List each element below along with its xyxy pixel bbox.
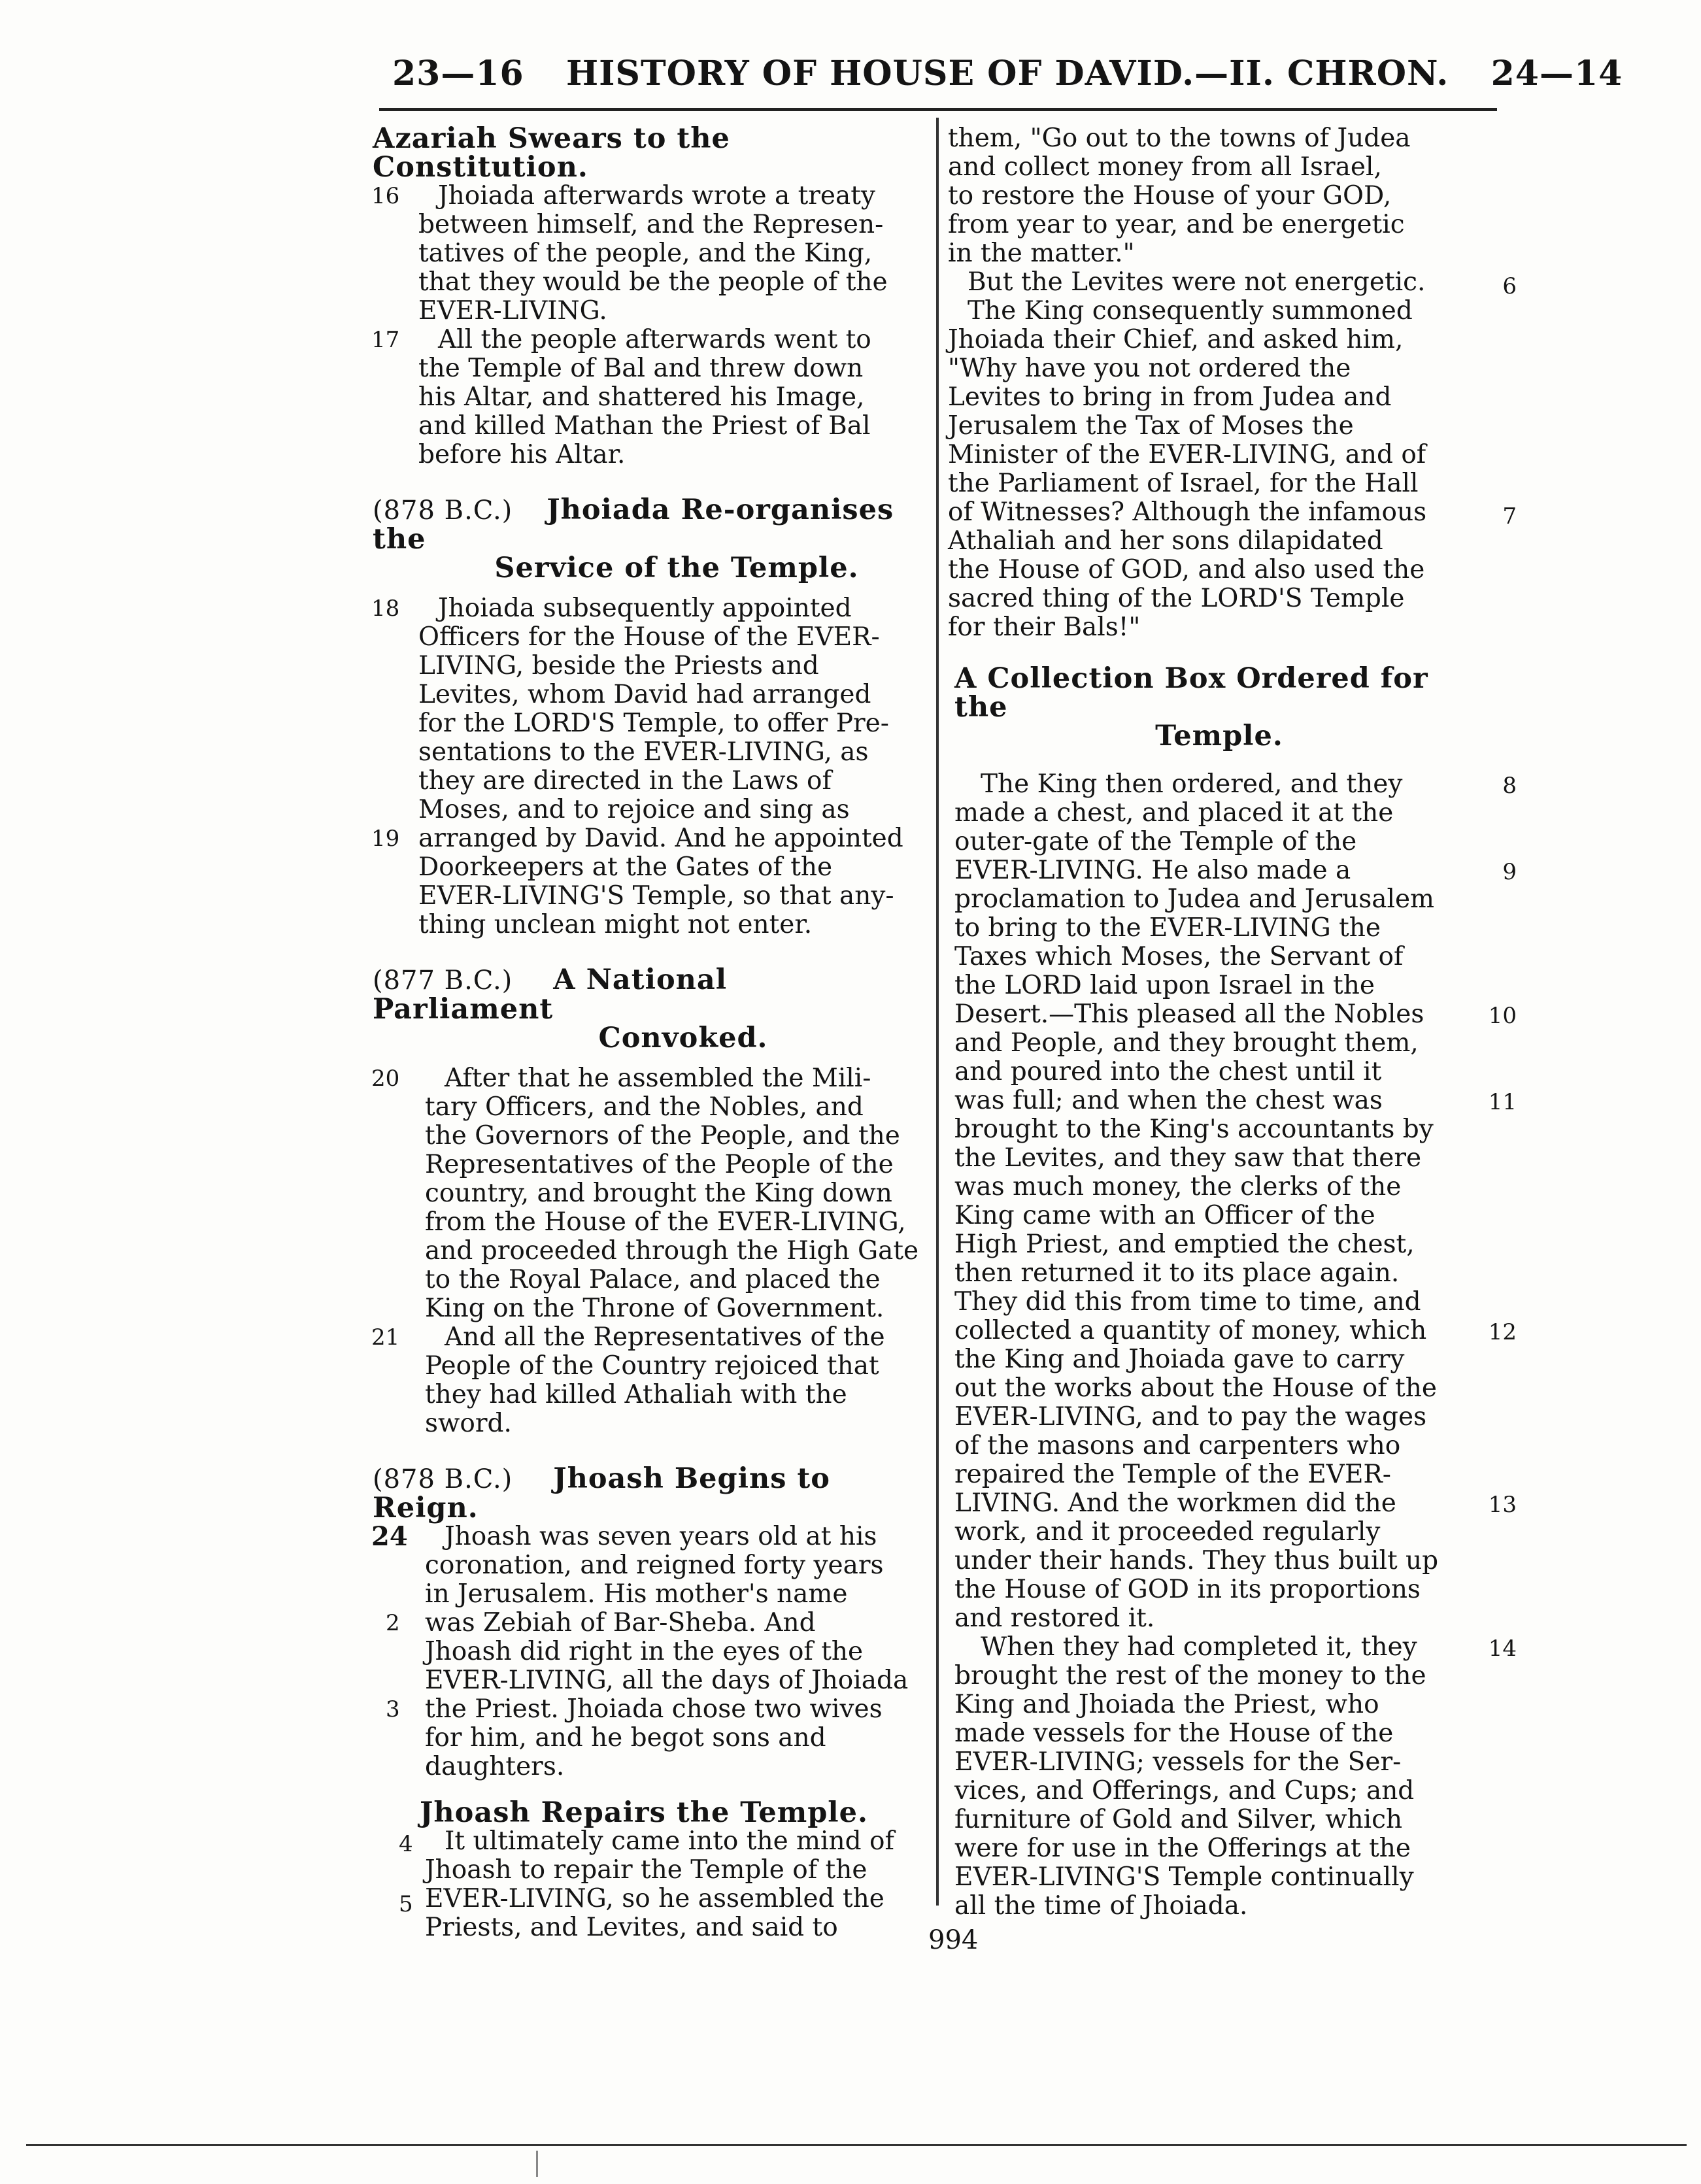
text-line: for him, and he begot sons and bbox=[425, 1723, 826, 1753]
text-line: All the people afterwards went to bbox=[438, 325, 871, 354]
verse-number-16: 16 bbox=[371, 183, 400, 209]
text-line: High Priest, and emptied the chest, bbox=[954, 1230, 1415, 1259]
text-line: brought the rest of the money to the bbox=[954, 1661, 1426, 1690]
text-line: But the Levites were not energetic. bbox=[968, 267, 1426, 297]
text-line: King came with an Officer of the bbox=[954, 1201, 1375, 1230]
verse-number-13: 13 bbox=[1488, 1492, 1517, 1518]
text-line: EVER-LIVING, and to pay the wages bbox=[954, 1402, 1427, 1432]
section-body-parliament bbox=[371, 1064, 919, 1438]
text-line: of the masons and carpenters who bbox=[954, 1431, 1401, 1460]
verse-number-14: 14 bbox=[1488, 1636, 1517, 1662]
text-line: outer-gate of the Temple of the bbox=[954, 827, 1357, 856]
section-body-azariah bbox=[373, 182, 915, 469]
section-heading-reorganises-2: Service of the Temple. bbox=[494, 552, 859, 584]
section-body-begins-to-reign bbox=[373, 1522, 915, 1781]
verse-number-2: 2 bbox=[386, 1610, 400, 1636]
text-line: EVER-LIVING'S Temple, so that any- bbox=[418, 881, 894, 911]
section-heading-repairs-temple: Jhoash Repairs the Temple. bbox=[420, 1796, 868, 1829]
text-line: Jhoiada their Chief, and asked him, bbox=[948, 325, 1404, 354]
text-line: arranged by David. And he appointed bbox=[418, 824, 903, 853]
text-line: coronation, and reigned forty years bbox=[425, 1551, 884, 1580]
text-line: vices, and Offerings, and Cups; and bbox=[954, 1776, 1415, 1806]
verse-number-7: 7 bbox=[1502, 503, 1517, 529]
text-line: furniture of Gold and Silver, which bbox=[954, 1805, 1403, 1834]
verse-number-12: 12 bbox=[1488, 1319, 1517, 1345]
verse-number-9: 9 bbox=[1502, 859, 1517, 885]
text-line: thing unclean might not enter. bbox=[418, 910, 813, 939]
text-line: was full; and when the chest was bbox=[954, 1086, 1383, 1115]
text-line: were for use in the Offerings at the bbox=[954, 1834, 1411, 1863]
text-line: The King consequently summoned bbox=[968, 296, 1413, 326]
text-line: repaired the Temple of the EVER- bbox=[954, 1460, 1391, 1489]
verse-number-8: 8 bbox=[1502, 773, 1517, 799]
text-line: brought to the King's accountants by bbox=[954, 1115, 1434, 1144]
text-line: And all the Representatives of the bbox=[445, 1322, 885, 1352]
text-line: Desert.—This pleased all the Nobles bbox=[954, 1000, 1424, 1029]
text-line: Priests, and Levites, and said to bbox=[425, 1913, 838, 1942]
text-line: When they had completed it, they bbox=[981, 1632, 1417, 1662]
section-heading-parliament-2: Convoked. bbox=[598, 1022, 768, 1054]
text-line: EVER-LIVING; vessels for the Ser- bbox=[954, 1747, 1402, 1777]
page-number: 994 bbox=[928, 1925, 979, 1955]
text-line: the Temple of Bal and threw down bbox=[418, 354, 864, 383]
text-line: before his Altar. bbox=[418, 440, 626, 469]
text-line: sacred thing of the LORD'S Temple bbox=[948, 584, 1405, 613]
heading-text: Jhoash Begins to Reign. bbox=[373, 1462, 830, 1524]
header-rule bbox=[379, 108, 1497, 111]
bottom-rule bbox=[26, 2144, 1687, 2146]
section-body-collection-box bbox=[948, 769, 1517, 1921]
text-line: the LORD laid upon Israel in the bbox=[954, 971, 1375, 1000]
header-title: HISTORY OF HOUSE OF DAVID.—II. CHRON. bbox=[565, 54, 1449, 93]
chapter-number-24: 24 bbox=[371, 1521, 408, 1552]
text-line: Jhoiada subsequently appointed bbox=[438, 594, 852, 623]
section-date: (878 B.C.) bbox=[373, 1464, 513, 1494]
text-line: to the Royal Palace, and placed the bbox=[425, 1265, 881, 1294]
section-body-continued bbox=[948, 124, 1517, 642]
text-line: Jhoash did right in the eyes of the bbox=[425, 1637, 864, 1666]
text-line: and killed Mathan the Priest of Bal bbox=[418, 411, 871, 441]
heading-text: Jhoiada Re-organises the bbox=[373, 494, 894, 556]
text-line: tatives of the people, and the King, bbox=[418, 239, 873, 268]
verse-number-21: 21 bbox=[371, 1324, 400, 1351]
text-line: Taxes which Moses, the Servant of bbox=[954, 942, 1404, 971]
text-line: and poured into the chest until it bbox=[954, 1057, 1382, 1086]
text-line: EVER-LIVING, so he assembled the bbox=[425, 1884, 884, 1913]
text-line: for the LORD'S Temple, to offer Pre- bbox=[418, 709, 889, 738]
header-right-ref: 24—14 bbox=[1490, 54, 1623, 93]
section-heading-collection-box-2: Temple. bbox=[1155, 720, 1283, 752]
text-line: under their hands. They thus built up bbox=[954, 1546, 1439, 1575]
text-line: and proceeded through the High Gate bbox=[425, 1236, 919, 1266]
text-line: Jhoash was seven years old at his bbox=[445, 1522, 877, 1551]
text-line: made vessels for the House of the bbox=[954, 1719, 1394, 1748]
text-line: the House of GOD in its proportions bbox=[954, 1575, 1421, 1604]
text-line: sentations to the EVER-LIVING, as bbox=[418, 737, 869, 767]
right-column bbox=[948, 124, 1517, 1921]
text-line: sword. bbox=[425, 1409, 512, 1438]
text-line: the Governors of the People, and the bbox=[425, 1121, 900, 1151]
text-line: King and Jhoiada the Priest, who bbox=[954, 1690, 1379, 1719]
text-line: King on the Throne of Government. bbox=[425, 1294, 884, 1323]
section-heading-parliament bbox=[373, 966, 915, 1024]
text-line: was Zebiah of Bar-Sheba. And bbox=[425, 1608, 816, 1638]
text-line: the King and Jhoiada gave to carry bbox=[954, 1345, 1405, 1374]
verse-number-5: 5 bbox=[399, 1891, 413, 1917]
section-date: (877 B.C.) bbox=[373, 966, 513, 996]
text-line: all the time of Jhoiada. bbox=[954, 1891, 1248, 1921]
text-line: they had killed Athaliah with the bbox=[425, 1380, 847, 1409]
verse-number-17: 17 bbox=[371, 327, 400, 353]
text-line: and People, and they brought them, bbox=[954, 1028, 1419, 1058]
text-line: LIVING, beside the Priests and bbox=[418, 651, 819, 680]
text-line: Doorkeepers at the Gates of the bbox=[418, 852, 833, 882]
section-body-reorganises bbox=[373, 594, 915, 939]
text-line: tary Officers, and the Nobles, and bbox=[425, 1092, 864, 1122]
heading-text: A National Parliament bbox=[373, 964, 728, 1026]
text-line: work, and it proceeded regularly bbox=[954, 1517, 1381, 1547]
section-heading-reorganises bbox=[373, 496, 915, 554]
verse-number-20: 20 bbox=[371, 1066, 400, 1092]
verse-number-6: 6 bbox=[1502, 273, 1517, 299]
text-line: out the works about the House of the bbox=[954, 1373, 1437, 1403]
section-body-repairs-temple bbox=[373, 1827, 915, 1942]
section-date: (878 B.C.) bbox=[373, 496, 513, 526]
text-line: the Parliament of Israel, for the Hall bbox=[948, 469, 1419, 498]
text-line: and restored it. bbox=[954, 1604, 1155, 1633]
text-line: in Jerusalem. His mother's name bbox=[425, 1579, 848, 1609]
text-line: EVER-LIVING, all the days of Jhoiada bbox=[425, 1666, 909, 1695]
text-line: EVER-LIVING. bbox=[418, 296, 607, 326]
text-line: and collect money from all Israel, bbox=[948, 152, 1382, 182]
text-line: EVER-LIVING. He also made a bbox=[954, 856, 1351, 885]
text-line: from the House of the EVER-LIVING, bbox=[425, 1207, 906, 1237]
text-line: Levites, whom David had arranged bbox=[418, 680, 871, 709]
text-line: then returned it to its place again. bbox=[954, 1258, 1400, 1288]
section-heading-begins-to-reign bbox=[373, 1464, 915, 1522]
text-line: Minister of the EVER-LIVING, and of bbox=[948, 440, 1426, 469]
running-header bbox=[392, 54, 1623, 106]
text-line: for their Bals!" bbox=[948, 613, 1141, 642]
text-line: the House of GOD, and also used the bbox=[948, 555, 1425, 584]
text-line: to bring to the EVER-LIVING the bbox=[954, 913, 1381, 943]
text-line: country, and brought the King down bbox=[425, 1179, 892, 1208]
text-line: People of the Country rejoiced that bbox=[425, 1351, 879, 1381]
column-divider bbox=[936, 118, 939, 1906]
text-line: They did this from time to time, and bbox=[954, 1287, 1421, 1317]
text-line: It ultimately came into the mind of bbox=[445, 1826, 894, 1856]
verse-number-11: 11 bbox=[1488, 1089, 1517, 1115]
text-line: the Priest. Jhoiada chose two wives bbox=[425, 1694, 883, 1724]
verse-number-3: 3 bbox=[386, 1696, 400, 1722]
verse-number-19: 19 bbox=[371, 826, 400, 852]
text-line: proclamation to Judea and Jerusalem bbox=[954, 884, 1435, 914]
text-line: between himself, and the Represen- bbox=[418, 210, 884, 239]
text-line: Jhoash to repair the Temple of the bbox=[425, 1855, 867, 1885]
section-heading-azariah: Azariah Swears to the Constitution. bbox=[373, 122, 730, 184]
text-line: Levites to bring in from Judea and bbox=[948, 382, 1392, 412]
header-left-ref: 23—16 bbox=[392, 54, 524, 93]
text-line: LIVING. And the workmen did the bbox=[954, 1488, 1396, 1518]
text-line: collected a quantity of money, which bbox=[954, 1316, 1427, 1345]
text-line: made a chest, and placed it at the bbox=[954, 798, 1394, 828]
text-line: Moses, and to rejoice and sing as bbox=[418, 795, 850, 824]
text-line: EVER-LIVING'S Temple continually bbox=[954, 1862, 1414, 1892]
verse-number-10: 10 bbox=[1488, 1003, 1517, 1029]
text-line: of Witnesses? Although the infamous bbox=[948, 497, 1427, 527]
verse-number-4: 4 bbox=[399, 1831, 413, 1857]
text-line: in the matter." bbox=[948, 239, 1135, 268]
text-line: daughters. bbox=[425, 1752, 565, 1781]
text-line: they are directed in the Laws of bbox=[418, 766, 832, 796]
text-line: Representatives of the People of the bbox=[425, 1150, 894, 1179]
text-line: Jerusalem the Tax of Moses the bbox=[948, 411, 1354, 441]
text-line: that they would be the people of the bbox=[418, 267, 888, 297]
section-heading-collection-box: A Collection Box Ordered for the bbox=[954, 662, 1428, 724]
verse-number-18: 18 bbox=[371, 596, 400, 622]
text-line: his Altar, and shattered his Image, bbox=[418, 382, 865, 412]
text-line: from year to year, and be energetic bbox=[948, 210, 1405, 239]
text-line: them, "Go out to the towns of Judea bbox=[948, 124, 1411, 153]
text-line: "Why have you not ordered the bbox=[948, 354, 1351, 383]
text-line: Officers for the House of the EVER- bbox=[418, 622, 880, 652]
text-line: After that he assembled the Mili- bbox=[445, 1064, 871, 1093]
text-line: was much money, the clerks of the bbox=[954, 1172, 1402, 1201]
text-line: Athaliah and her sons dilapidated bbox=[948, 526, 1383, 556]
scan-tick bbox=[536, 2151, 538, 2177]
text-line: Jhoiada afterwards wrote a treaty bbox=[438, 181, 875, 210]
left-column bbox=[371, 122, 919, 1942]
text-line: to restore the House of your GOD, bbox=[948, 181, 1392, 210]
text-line: the Levites, and they saw that there bbox=[954, 1143, 1422, 1173]
text-line: The King then ordered, and they bbox=[981, 769, 1403, 799]
